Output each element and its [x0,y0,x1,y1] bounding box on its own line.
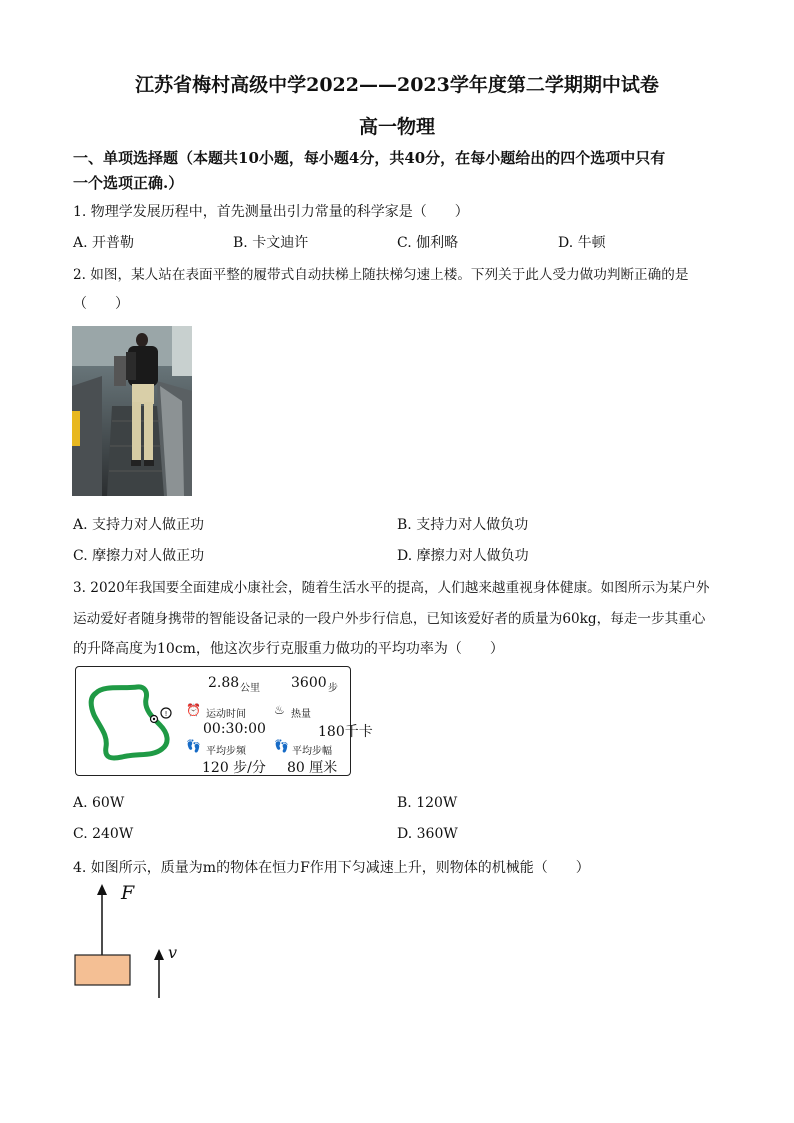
svg-text:!: ! [164,710,168,718]
q2-stem-line2: （ ） [73,296,129,312]
q3-stem-line3: 的升降高度为10cm，他这次步行克服重力做功的平均功率为（ ） [73,641,504,657]
q3-option-a: A. 60W [73,795,125,811]
q2-option-c: C. 摩擦力对人做正功 [73,548,205,564]
section-header-line1: 一、单项选择题（本题共10小题，每小题4分，共40分，在每小题给出的四个选项中只有 [73,149,666,167]
q2-stem-line1: 2. 如图，某人站在表面平整的履带式自动扶梯上随扶梯匀速上楼。下列关于此人受力做功判断正确的是 [73,267,689,283]
stride-value: 80 厘米 [287,760,338,776]
q3-option-b: B. 120W [397,795,458,811]
q1-option-c: C. 伽利略 [397,235,459,251]
escalator-photo [72,326,192,496]
time-value: 00:30:00 [203,721,266,737]
walking-route-map [82,675,182,767]
flame-icon: ♨ [274,703,285,717]
force-arrowhead [97,884,107,895]
velocity-label: v [168,943,178,962]
calorie-value: 180千卡 [318,724,373,740]
distance-unit: 公里 [240,683,260,694]
q1-option-d: D. 牛顿 [558,235,606,251]
q3-option-d: D. 360W [397,826,458,842]
cadence-label: 平均步频 [206,746,246,757]
distance-value: 2.88 [208,675,240,691]
q2-option-a: A. 支持力对人做正功 [73,517,205,533]
calorie-label: 热量 [291,709,311,720]
q2-option-b: B. 支持力对人做负功 [397,517,529,533]
footprints-icon-2: 👣 [274,739,289,753]
escalator-photo-illustration [72,326,192,496]
time-label: 运动时间 [206,709,246,720]
footprints-icon: 👣 [186,739,201,753]
q1-stem: 1. 物理学发展历程中，首先测量出引力常量的科学家是（ ） [73,204,469,220]
q1-option-a: A. 开普勒 [73,235,135,251]
force-label: F [121,882,135,904]
fitness-tracker-card [75,666,373,776]
q3-option-c: C. 240W [73,826,134,842]
cadence-value: 120 步/分 [202,760,266,776]
exam-subject: 高一物理 [358,116,435,138]
velocity-arrowhead [154,949,164,960]
mass-block [75,955,130,985]
section-header-line2: 一个选项正确.） [73,174,184,192]
stride-label: 平均步幅 [292,746,332,757]
steps-value: 3600 [291,675,327,691]
q4-stem: 4. 如图所示，质量为m的物体在恒力F作用下匀减速上升，则物体的机械能（ ） [73,860,590,876]
q2-option-d: D. 摩擦力对人做负功 [397,548,529,564]
q3-stem-line2: 运动爱好者随身携带的智能设备记录的一段户外步行信息，已知该爱好者的质量为60kg，每走一步其重心 [73,611,706,627]
q3-stem-line1: 3. 2020年我国要全面建成小康社会，随着生活水平的提高，人们越来越重视身体健康。如图所示为某户外 [73,580,710,596]
exam-title: 江苏省梅村高级中学2022——2023学年度第二学期期中试卷 [135,74,659,96]
alarm-clock-icon: ⏰ [186,703,201,717]
q1-option-b: B. 卡文迪许 [233,235,309,251]
steps-unit: 步 [328,683,338,694]
